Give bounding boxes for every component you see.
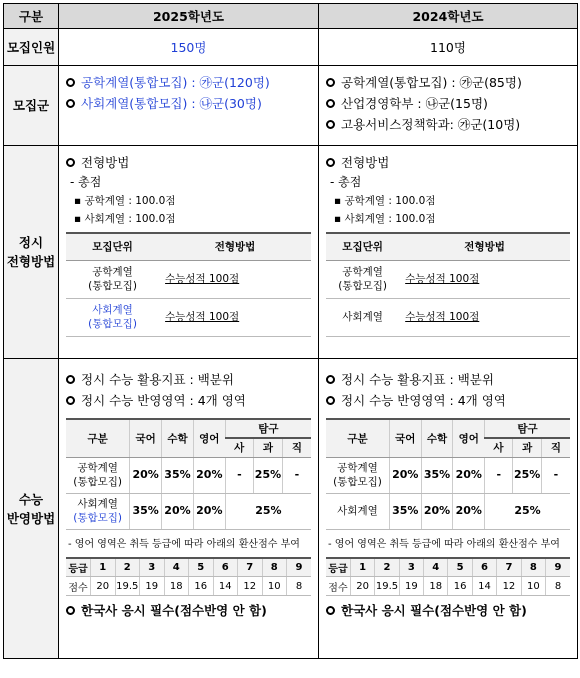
group-2024-item: 산업경영학부 : ㉯군(15명) <box>326 93 570 114</box>
suneung-bullet: 정시 수능 반영영역 : 4개 영역 <box>66 390 311 411</box>
suneung-label: 수능 반영방법 <box>4 359 59 659</box>
circle-bullet-icon <box>326 99 335 108</box>
group-2025-item: 공학계열(통합모집) : ㉮군(120명) <box>66 72 311 93</box>
circle-bullet-icon <box>326 396 335 405</box>
ratio-table-2025 <box>66 418 311 530</box>
table-row: 사회계열 35% 20% 20% 25% <box>326 493 570 529</box>
table-row: 공학계열 (통합모집) 20% 35% 20% - 25% - <box>66 457 311 493</box>
method-label: 정시 전형방법 <box>4 146 59 359</box>
suneung-bullet: 정시 수능 반영영역 : 4개 영역 <box>326 390 570 411</box>
admission-comparison-table <box>3 3 578 659</box>
total-label: - 총점 <box>330 175 362 189</box>
unit-cell: 공학계열 (통합모집) <box>66 260 159 298</box>
table-row: 공학계열 (통합모집) 20% 35% 20% - 25% - <box>326 457 570 493</box>
table-row <box>326 260 570 298</box>
table-row <box>326 298 570 336</box>
th-jik: 직 <box>282 438 311 457</box>
unit-cell: 공학계열 (통합모집) <box>326 260 399 298</box>
group-2024 <box>319 66 578 146</box>
recruit-label: 모집인원 <box>4 29 59 66</box>
th-unit: 모집단위 <box>66 233 159 260</box>
method-cell: 수능성적 100점 <box>159 260 311 298</box>
circle-bullet-icon <box>326 158 335 167</box>
th-kor: 국어 <box>130 419 162 457</box>
method-2025 <box>59 146 319 359</box>
header-2024: 2024학년도 <box>319 4 578 29</box>
method-row <box>4 146 578 359</box>
korean-history-note: 한국사 응시 필수(점수반영 안 함) <box>66 600 311 622</box>
th-gwa: 과 <box>513 438 542 457</box>
th-eng: 영어 <box>453 419 485 457</box>
recruit-2025: 150명 <box>59 29 319 66</box>
group-row <box>4 66 578 146</box>
score-eng: ▪ 공학계열 : 100.0점 <box>334 195 436 207</box>
method-table-2025 <box>66 232 311 337</box>
english-note: - 영어 영역은 취득 등급에 따라 아래의 환산점수 부여 <box>68 538 300 550</box>
circle-bullet-icon <box>66 158 75 167</box>
score-soc: ▪ 사회계열 : 100.0점 <box>74 213 176 225</box>
group-2024-item: 고용서비스정책학과: ㉮군(10명) <box>326 114 570 135</box>
circle-bullet-icon <box>326 375 335 384</box>
unit-cell: 사회계열 (통합모집) <box>66 298 159 336</box>
th-unit: 모집단위 <box>326 233 399 260</box>
suneung-row <box>4 359 578 659</box>
method-bullet: 전형방법 <box>66 152 311 173</box>
method-bullet: 전형방법 <box>326 152 570 173</box>
group-2025-item: 사회계열(통합모집) : ㉯군(30명) <box>66 93 311 114</box>
total-label: - 총점 <box>70 175 102 189</box>
th-eng: 영어 <box>193 419 225 457</box>
method-cell: 수능성적 100점 <box>399 298 570 336</box>
th-sa: 사 <box>485 438 513 457</box>
th-gwa: 과 <box>254 438 283 457</box>
score-eng: ▪ 공학계열 : 100.0점 <box>74 195 176 207</box>
circle-bullet-icon <box>326 606 335 615</box>
th-math: 수학 <box>421 419 453 457</box>
method-cell: 수능성적 100점 <box>399 260 570 298</box>
circle-bullet-icon <box>326 120 335 129</box>
th-method: 전형방법 <box>399 233 570 260</box>
ratio-table-2024 <box>326 418 570 530</box>
circle-bullet-icon <box>66 99 75 108</box>
circle-bullet-icon <box>66 606 75 615</box>
header-gubun: 구분 <box>4 4 59 29</box>
english-note: - 영어 영역은 취득 등급에 따라 아래의 환산점수 부여 <box>328 538 560 550</box>
table-row <box>66 260 311 298</box>
header-row <box>4 4 578 29</box>
th-tamgu: 탐구 <box>225 419 311 438</box>
group-2024-item: 공학계열(통합모집) : ㉮군(85명) <box>326 72 570 93</box>
recruit-2024: 110명 <box>319 29 578 66</box>
group-label: 모집군 <box>4 66 59 146</box>
header-2025: 2025학년도 <box>59 4 319 29</box>
th-math: 수학 <box>162 419 194 457</box>
suneung-2025 <box>59 359 319 659</box>
circle-bullet-icon <box>326 78 335 87</box>
recruit-row <box>4 29 578 66</box>
suneung-bullet: 정시 수능 활용지표 : 백분위 <box>326 369 570 390</box>
korean-history-note: 한국사 응시 필수(점수반영 안 함) <box>326 600 570 622</box>
unit-cell: 사회계열 <box>326 298 399 336</box>
th-kor: 국어 <box>389 419 421 457</box>
th-tamgu: 탐구 <box>485 419 570 438</box>
score-soc: ▪ 사회계열 : 100.0점 <box>334 213 436 225</box>
table-row: 사회계열 (통합모집) 35% 20% 20% 25% <box>66 493 311 529</box>
method-table-2024 <box>326 232 570 337</box>
table-row <box>66 298 311 336</box>
circle-bullet-icon <box>66 78 75 87</box>
th-sa: 사 <box>225 438 253 457</box>
th-jik: 직 <box>541 438 570 457</box>
circle-bullet-icon <box>66 375 75 384</box>
circle-bullet-icon <box>66 396 75 405</box>
method-2024 <box>319 146 578 359</box>
method-cell: 수능성적 100점 <box>159 298 311 336</box>
suneung-2024 <box>319 359 578 659</box>
english-grade-table-2025: 등급 1 2 3 4 5 6 7 8 9 점수 20 19.5 19 18 16 14 12 10 8 <box>66 557 311 597</box>
th-method: 전형방법 <box>159 233 311 260</box>
group-2025 <box>59 66 319 146</box>
english-grade-table-2024: 등급 1 2 3 4 5 6 7 8 9 점수 20 19.5 19 18 16 14 12 10 8 <box>326 557 570 597</box>
suneung-bullet: 정시 수능 활용지표 : 백분위 <box>66 369 311 390</box>
th-gubun: 구분 <box>66 419 130 457</box>
th-gubun: 구분 <box>326 419 389 457</box>
